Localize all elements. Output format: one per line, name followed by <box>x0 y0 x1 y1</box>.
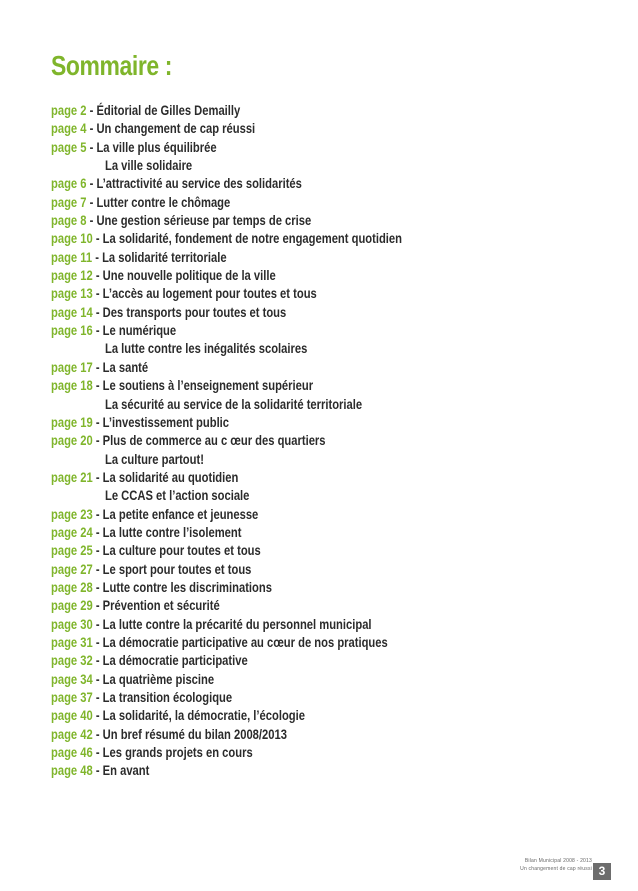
toc-separator: - <box>92 523 103 540</box>
toc-entry-content <box>51 138 217 156</box>
toc-entry-title: La démocratie participative au cœur de nos pratiques <box>102 633 388 650</box>
toc-entry-title: Lutter contre le chômage <box>96 193 231 210</box>
toc-page-number: page 46 <box>51 744 93 761</box>
toc-entry <box>51 211 611 229</box>
footer-line-2: Un changement de cap réussi <box>520 866 592 872</box>
toc-page-number: page 29 <box>51 597 93 614</box>
toc-page-number: page 11 <box>51 248 93 265</box>
toc-separator: - <box>92 707 103 724</box>
toc-separator: - <box>92 267 103 284</box>
toc-entry-title: La lutte contre les inégalités scolaires <box>105 340 308 357</box>
toc-entry-content <box>51 266 276 284</box>
toc-entry-title: Le numérique <box>102 322 177 339</box>
toc-entry-content <box>51 376 313 394</box>
toc-page-number: page 37 <box>51 689 93 705</box>
toc-separator: - <box>92 413 103 430</box>
toc-separator: - <box>92 560 103 577</box>
toc-entry-content <box>51 101 240 119</box>
toc-entry-title: Le soutiens à l’enseignement supérieur <box>102 377 314 394</box>
toc-page-number: page 48 <box>51 762 93 779</box>
toc-separator: - <box>92 670 103 687</box>
toc-entry-title: Les grands projets en cours <box>102 744 253 761</box>
toc-entry-content <box>51 761 149 779</box>
toc-page-number: page 12 <box>51 267 93 284</box>
toc-entry <box>51 541 611 559</box>
toc-entry <box>51 670 611 688</box>
toc-entry-title: Prévention et sécurité <box>102 597 220 614</box>
toc-entry <box>51 376 611 394</box>
toc-page-number: page 40 <box>51 707 93 724</box>
toc-separator: - <box>92 578 103 595</box>
toc-entry-content <box>51 615 372 633</box>
toc-entry-title: L’accès au logement pour toutes et tous <box>102 285 317 302</box>
toc-entry <box>51 358 611 376</box>
toc-entry <box>51 486 611 504</box>
toc-entry-title: Une gestion sérieuse par temps de crise <box>96 212 312 229</box>
toc-entry-title: Éditorial de Gilles Demailly <box>96 102 241 118</box>
toc-entry <box>51 321 611 339</box>
toc-separator: - <box>92 248 103 265</box>
toc-page-number: page 25 <box>51 542 93 559</box>
toc-entry <box>51 193 611 211</box>
toc-entry-title: La solidarité au quotidien <box>102 468 239 485</box>
toc-entry-title: Des transports pour toutes et tous <box>102 303 287 320</box>
toc-page-number: page 30 <box>51 615 93 632</box>
toc-entry-title: La culture pour toutes et tous <box>102 542 261 559</box>
toc-entry <box>51 633 611 651</box>
toc-entry-title: L’investissement public <box>102 413 230 430</box>
toc-separator: - <box>86 193 97 210</box>
toc-separator: - <box>92 744 103 761</box>
toc-entry-title: Plus de commerce au c œur des quartiers <box>102 432 326 449</box>
toc-entry-content <box>51 706 305 724</box>
toc-entry-content <box>51 468 238 486</box>
toc-page-number: page 13 <box>51 285 93 302</box>
toc-page-number: page 27 <box>51 560 93 577</box>
toc-entry-title: La quatrième piscine <box>102 670 215 687</box>
toc-entry-title: Le sport pour toutes et tous <box>102 560 252 577</box>
toc-entry-content <box>51 358 148 376</box>
toc-entry <box>51 303 611 321</box>
toc-entry-content <box>51 505 258 523</box>
toc-entry-title: La culture partout! <box>105 450 204 467</box>
toc-entry <box>51 248 611 266</box>
toc-separator: - <box>92 377 103 394</box>
toc-entry-content <box>51 321 176 339</box>
toc-page-number: page 7 <box>51 193 87 210</box>
toc-entry-content <box>51 193 230 211</box>
toc-entry <box>51 761 611 779</box>
toc-entry <box>51 138 611 156</box>
toc-page-number: page 21 <box>51 468 93 485</box>
toc-separator: - <box>92 725 103 742</box>
toc-separator: - <box>92 652 103 669</box>
toc-page-number: page 28 <box>51 578 93 595</box>
toc-entry-title: La solidarité, la démocratie, l’écologie <box>102 707 305 724</box>
toc-entry <box>51 101 611 119</box>
toc-entry <box>51 156 611 174</box>
toc-separator: - <box>92 303 103 320</box>
table-of-contents <box>51 101 611 780</box>
toc-entry-title: En avant <box>102 762 150 779</box>
toc-entry-content <box>51 413 229 431</box>
toc-entry <box>51 266 611 284</box>
toc-page-number: page 5 <box>51 138 87 155</box>
toc-entry-title: La démocratie participative <box>102 652 248 669</box>
toc-entry-content <box>51 560 251 578</box>
toc-page-number: page 20 <box>51 432 93 449</box>
toc-entry-content <box>51 651 248 669</box>
toc-entry-content <box>51 670 214 688</box>
toc-entry <box>51 339 611 357</box>
toc-entry <box>51 174 611 192</box>
toc-page-number: page 4 <box>51 120 87 137</box>
toc-entry <box>51 505 611 523</box>
toc-entry <box>51 395 611 413</box>
toc-separator: - <box>92 542 103 559</box>
toc-entry-content <box>51 725 287 743</box>
toc-page-number: page 19 <box>51 413 93 430</box>
toc-entry <box>51 706 611 724</box>
toc-entry-title: Une nouvelle politique de la ville <box>102 267 276 284</box>
toc-separator: - <box>92 285 103 302</box>
page-number-badge: 3 <box>593 863 611 880</box>
toc-entry-title: La petite enfance et jeunesse <box>102 505 259 522</box>
toc-entry-title: La santé <box>102 358 149 375</box>
toc-entry-title: Un bref résumé du bilan 2008/2013 <box>102 725 287 742</box>
toc-entry-title: Un changement de cap réussi <box>96 120 256 137</box>
toc-entry-content <box>105 339 307 357</box>
toc-entry <box>51 688 611 706</box>
page-title: Sommaire : <box>51 50 172 81</box>
toc-entry-title: La transition écologique <box>102 689 233 705</box>
toc-separator: - <box>92 322 103 339</box>
toc-entry-content <box>51 541 261 559</box>
toc-separator: - <box>86 212 97 229</box>
toc-entry-title: La lutte contre l’isolement <box>102 523 242 540</box>
toc-page-number: page 34 <box>51 670 93 687</box>
toc-entry-content <box>51 229 402 247</box>
footer-caption <box>514 857 592 873</box>
toc-entry-title: La ville plus équilibrée <box>96 138 217 155</box>
toc-entry-title: L’attractivité au service des solidarités <box>96 175 302 192</box>
toc-separator: - <box>86 175 97 192</box>
toc-separator: - <box>86 102 97 118</box>
toc-entry-title: La solidarité, fondement de notre engagement quotidien <box>102 230 403 247</box>
toc-separator: - <box>86 138 97 155</box>
toc-entry-content <box>105 156 192 174</box>
toc-separator: - <box>92 432 103 449</box>
toc-entry <box>51 229 611 247</box>
toc-entry-content <box>51 431 326 449</box>
toc-separator: - <box>92 468 103 485</box>
toc-entry <box>51 596 611 614</box>
toc-page-number: page 14 <box>51 303 93 320</box>
toc-page-number: page 24 <box>51 523 93 540</box>
toc-separator: - <box>92 230 103 247</box>
toc-page-number: page 8 <box>51 212 87 229</box>
toc-separator: - <box>92 505 103 522</box>
toc-entry <box>51 468 611 486</box>
toc-page-number: page 32 <box>51 652 93 669</box>
toc-entry-content <box>51 523 241 541</box>
toc-separator: - <box>92 615 103 632</box>
toc-entry-title: Lutte contre les discriminations <box>102 578 272 595</box>
toc-entry-content <box>51 596 220 614</box>
toc-entry-content <box>51 284 317 302</box>
toc-entry-title: La ville solidaire <box>105 157 193 174</box>
toc-entry <box>51 560 611 578</box>
toc-page-number: page 16 <box>51 322 93 339</box>
toc-separator: - <box>92 358 103 375</box>
toc-entry <box>51 413 611 431</box>
toc-entry-title: Le CCAS et l’action sociale <box>105 487 250 504</box>
toc-page-number: page 2 <box>51 102 87 118</box>
toc-page-number: page 42 <box>51 725 93 742</box>
toc-page-number: page 18 <box>51 377 93 394</box>
toc-entry-title: La sécurité au service de la solidarité territoriale <box>105 395 363 412</box>
footer-line-1: Bilan Municipal 2008 - 2013 <box>524 858 592 864</box>
toc-entry-content <box>51 174 302 192</box>
toc-separator: - <box>92 597 103 614</box>
toc-entry <box>51 119 611 137</box>
toc-entry-title: La solidarité territoriale <box>102 248 227 265</box>
toc-entry-content <box>51 119 255 137</box>
toc-entry-content <box>51 743 253 761</box>
toc-entry <box>51 651 611 669</box>
toc-entry <box>51 725 611 743</box>
toc-entry-content <box>51 303 286 321</box>
toc-entry <box>51 615 611 633</box>
toc-page-number: page 23 <box>51 505 93 522</box>
toc-entry-content <box>105 486 249 504</box>
toc-entry <box>51 284 611 302</box>
toc-separator: - <box>92 633 103 650</box>
toc-entry <box>51 431 611 449</box>
toc-entry-content <box>51 688 232 706</box>
toc-page-number: page 31 <box>51 633 93 650</box>
toc-page-number: page 17 <box>51 358 93 375</box>
toc-entry-title: La lutte contre la précarité du personnel municipal <box>102 615 372 632</box>
toc-entry <box>51 450 611 468</box>
toc-entry-content <box>105 395 362 413</box>
toc-entry-content <box>51 578 272 596</box>
toc-entry-content <box>51 248 227 266</box>
toc-entry-content <box>51 633 388 651</box>
toc-separator: - <box>92 689 103 705</box>
toc-entry-content <box>105 450 204 468</box>
toc-page-number: page 10 <box>51 230 93 247</box>
toc-entry <box>51 578 611 596</box>
toc-page-number: page 6 <box>51 175 87 192</box>
toc-entry <box>51 743 611 761</box>
toc-separator: - <box>86 120 97 137</box>
toc-separator: - <box>92 762 103 779</box>
toc-entry-content <box>51 211 311 229</box>
toc-entry <box>51 523 611 541</box>
